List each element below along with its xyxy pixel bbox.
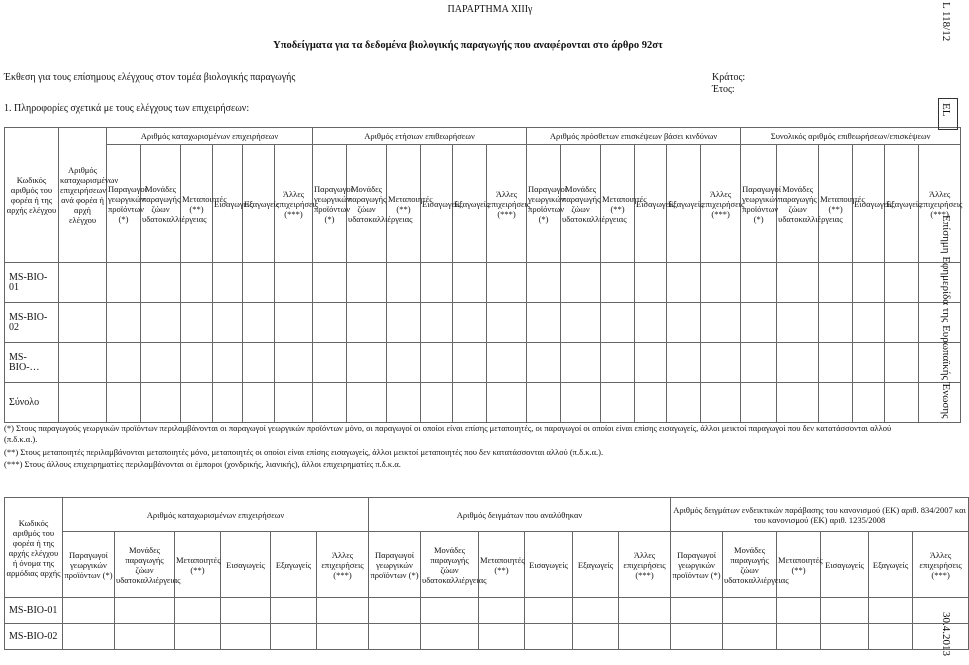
group-header: Αριθμός δειγμάτων που αναλύθηκαν [369, 498, 671, 532]
sub-header: Παραγωγοί γεωργικών προϊόντων (*) [671, 532, 723, 598]
journal-name: Επίσημη Εφημερίδα της Ευρωπαϊκής Ένωσης [940, 215, 952, 419]
sub-header: Εισαγωγείς [853, 145, 885, 263]
group-header: Αριθμός πρόσθετων επισκέψεων βάσει κινδύνων [527, 128, 741, 145]
sub-header: Εξαγωγείς [453, 145, 487, 263]
group-header: Αριθμός καταχωρισμένων επιχειρήσεων [63, 498, 369, 532]
page-reference: L 118/12 [940, 2, 952, 42]
table-row [5, 303, 961, 343]
row-code: Σύνολο [5, 383, 59, 423]
sub-header: Άλλες επιχειρήσεις (***) [919, 145, 961, 263]
state-year-labels [712, 72, 745, 96]
group-header: Αριθμός καταχωρισμένων επιχειρήσεων [107, 128, 313, 145]
sub-header: Παραγωγοί γεωργικών προϊόντων (*) [63, 532, 115, 598]
sub-header: Μονάδες παραγωγής ζώων υδατοκαλλιέργειας [421, 532, 479, 598]
sub-header: Μονάδες παραγωγής ζώων υδατοκαλλιέργειας [115, 532, 175, 598]
sub-header: Άλλες επιχειρήσεις (***) [275, 145, 313, 263]
table-row [5, 263, 961, 303]
sub-header: Μονάδες παραγωγής ζώων υδατοκαλλιέργειας [561, 145, 601, 263]
sub-header: Μεταποιητές (**) [387, 145, 421, 263]
sub-header: Εισαγωγείς [635, 145, 667, 263]
sub-header: Εισαγωγείς [213, 145, 243, 263]
sub-header: Παραγωγοί γεωργικών προϊόντων (*) [107, 145, 141, 263]
page-title: Υποδείγματα για τα δεδομένα βιολογικής παραγωγής που αναφέρονται στο άρθρο 92στ [273, 40, 663, 51]
inspections-table [4, 127, 961, 423]
sub-header: Εισαγωγείς [821, 532, 869, 598]
sub-header: Άλλες επιχειρήσεις (***) [619, 532, 671, 598]
sub-header: Μεταποιητές (**) [777, 532, 821, 598]
row-code: MS-BIO-01 [5, 598, 63, 624]
group-header: Αριθμός δειγμάτων ενδεικτικών παράβασης του κανονισμού (ΕΚ) αριθ. 834/2007 και του κανονισμού (ΕΚ) αριθ. 1235/2008 [671, 498, 969, 532]
sub-header: Παραγωγοί γεωργικών προϊόντων (*) [741, 145, 777, 263]
sub-header: Παραγωγοί γεωργικών προϊόντων (*) [369, 532, 421, 598]
footnote: (**) Στους μεταποιητές περιλαμβάνονται μεταποιητές μόνο, μεταποιητές οι οποίοι είναι επίσης εισαγωγείς, άλλοι μεικτοί μεταποιητές που δεν κατατάσσονται αλλού (π.δ.κ.α.). [4, 447, 604, 457]
sub-header: Μονάδες παραγωγής ζώων υδατοκαλλιέργειας [141, 145, 181, 263]
col-count-header: Αριθμός καταχωρισμένων επιχειρήσεων ανά φορέα ή αρχή ελέγχου [59, 128, 107, 263]
sub-header: Εξαγωγείς [271, 532, 317, 598]
footnote: (*) Στους παραγωγούς γεωργικών προϊόντων περιλαμβάνονται οι παραγωγοί γεωργικών προϊόντων μόνο, οι παραγωγοί οι οποίοι είναι επίσης μεταποιητές, οι παραγωγοί οι οποίοι είναι επίσης εισαγωγείς, άλλοι μεικτοί παραγωγοί που δεν κατατάσσονται αλλού (π.δ.κ.α.). [4, 423, 892, 444]
sub-header: Παραγωγοί γεωργικών προϊόντων (*) [313, 145, 347, 263]
report-heading: Έκθεση για τους επίσημους ελέγχους στον τομέα βιολογικής παραγωγής [4, 72, 296, 83]
sub-header: Μεταποιητές (**) [175, 532, 221, 598]
language-code: EL [940, 103, 952, 117]
year-label: Έτος: [712, 84, 735, 95]
group-header: Αριθμός ετήσιων επιθεωρήσεων [313, 128, 527, 145]
sub-header: Εισαγωγείς [221, 532, 271, 598]
row-code: MS-BIO-01 [5, 263, 59, 303]
sub-header: Άλλες επιχειρήσεις (***) [317, 532, 369, 598]
table-row [5, 598, 969, 624]
sub-header: Εξαγωγείς [885, 145, 919, 263]
state-label: Κράτος: [712, 72, 746, 83]
col-code-header: Κωδικός αριθμός του φορέα ή της αρχής ελέγχου ή όνομα της αρμόδιας αρχής [5, 498, 63, 598]
section-heading: 1. Πληροφορίες σχετικά με τους ελέγχους των επιχειρήσεων: [4, 103, 250, 114]
sub-header: Εξαγωγείς [869, 532, 913, 598]
sub-header: Άλλες επιχειρήσεις (***) [913, 532, 969, 598]
row-code: MS-BIO-… [5, 343, 59, 383]
sub-header: Άλλες επιχειρήσεις (***) [701, 145, 741, 263]
sub-header: Εισαγωγείς [525, 532, 573, 598]
group-header: Συνολικός αριθμός επιθεωρήσεων/επισκέψεων [741, 128, 961, 145]
sub-header: Μεταποιητές (**) [819, 145, 853, 263]
journal-sidebar [932, 0, 960, 665]
sub-header: Μεταποιητές (**) [181, 145, 213, 263]
table-row [5, 624, 969, 650]
publication-date: 30.4.2013 [940, 612, 952, 656]
sub-header: Μεταποιητές (**) [601, 145, 635, 263]
sub-header: Μονάδες παραγωγής ζώων υδατοκαλλιέργειας [347, 145, 387, 263]
sub-header: Εισαγωγείς [421, 145, 453, 263]
sub-header: Άλλες επιχειρήσεις (***) [487, 145, 527, 263]
sub-header: Μονάδες παραγωγής ζώων υδατοκαλλιέργειας [723, 532, 777, 598]
sub-header: Εξαγωγείς [667, 145, 701, 263]
row-code: MS-BIO-02 [5, 303, 59, 343]
sub-header: Μεταποιητές (**) [479, 532, 525, 598]
annex-title: ΠΑΡΑΡΤΗΜΑ XIIIγ [447, 4, 533, 15]
sub-header: Μονάδες παραγωγής ζώων υδατοκαλλιέργειας [777, 145, 819, 263]
sub-header: Εξαγωγείς [573, 532, 619, 598]
table-row [5, 343, 961, 383]
samples-table [4, 497, 969, 650]
table-row [5, 383, 961, 423]
sub-header: Εξαγωγείς [243, 145, 275, 263]
footnote: (***) Στους άλλους επιχειρηματίες περιλαμβάνονται οι έμποροι (χονδρικής, λιανικής), άλλοι επιχειρηματίες π.δ.κ.α. [4, 459, 401, 469]
col-code-header: Κωδικός αριθμός του φορέα ή της αρχής ελέγχου [5, 128, 59, 263]
row-code: MS-BIO-02 [5, 624, 63, 650]
sub-header: Παραγωγοί γεωργικών προϊόντων (*) [527, 145, 561, 263]
